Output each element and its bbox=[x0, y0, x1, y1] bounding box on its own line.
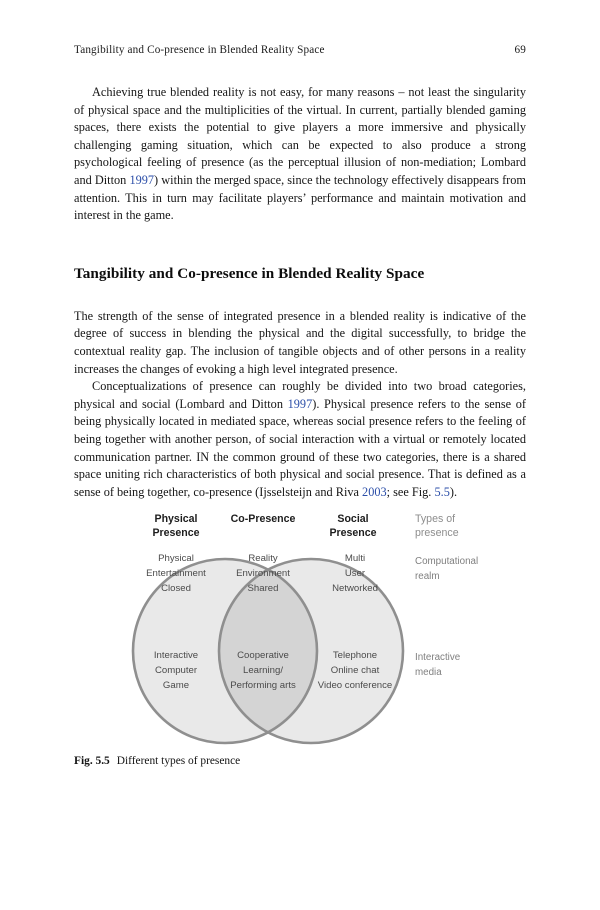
svg-text:Reality: Reality bbox=[248, 553, 278, 564]
paragraph-2: The strength of the sense of integrated presence in a blended reality is indicative of the degree of success in blending the physical and the digital successfully, to bridge the contextual reality gap. The inclusion of tangible objects and of other persons in a reality increases the changes of evoking a high level integrated presence. bbox=[74, 308, 526, 376]
citation-lombard-ditton-1997-second[interactable]: 1997 bbox=[287, 396, 313, 411]
svg-text:Computational: Computational bbox=[415, 556, 479, 567]
header-social-line1: Social bbox=[337, 513, 369, 525]
svg-text:realm: realm bbox=[415, 571, 440, 582]
svg-text:Interactive: Interactive bbox=[415, 652, 461, 663]
paragraph-3-part-a: Conceptualizations of presence can roughly be divided into two broad categories, physical and social (Lombard and Ditton bbox=[74, 379, 526, 411]
svg-text:Interactive: Interactive bbox=[153, 650, 199, 661]
section-heading: Tangibility and Co-presence in Blended Reality Space bbox=[74, 264, 425, 282]
svg-text:Closed: Closed bbox=[161, 583, 191, 594]
paragraph-3-part-c: ; see Fig. bbox=[386, 484, 435, 499]
page-content bbox=[74, 84, 526, 501]
figure-5-5 bbox=[74, 506, 526, 786]
header-physical-line2: Presence bbox=[152, 527, 200, 539]
paragraph-3-part-d: ). bbox=[449, 484, 458, 499]
spacer-after-heading bbox=[74, 283, 526, 308]
side-label-interactive-media bbox=[415, 652, 461, 678]
svg-text:Learning/: Learning/ bbox=[242, 665, 284, 676]
paragraph-1 bbox=[74, 84, 526, 225]
running-head-title: Tangibility and Co-presence in Blended Reality Space bbox=[74, 44, 325, 56]
paragraph-1-part-a: Achieving true blended reality is not easy, for many reasons – not least the singularity of physical space and the multiplicities of the virtual. In current, partially blended gaming spaces, there exists the potential to give players a more immersive and physically challenging gaming situation, which can be expected to also produce a strong psychological feeling of presence (as the perceptual illusion of non-mediation; Lombard and Ditton bbox=[74, 85, 526, 187]
svg-text:Game: Game bbox=[162, 680, 190, 691]
header-co-presence: Co-Presence bbox=[230, 513, 296, 525]
svg-text:Multi: Multi bbox=[344, 553, 366, 564]
header-physical-line1: Physical bbox=[154, 513, 198, 525]
paragraph-3-part-b: ). Physical presence refers to the sense of being physically located in mediated space, whereas social presence refers to the feeling of being together with another person, of social interaction with a virtual or remotely located communication partner. IN the common ground of these two categories, there is a shared space uniting rich characteristics of both physical and social presence. That is defined as a sense of being together, co-presence (Ijsselsteijn and Riva bbox=[74, 396, 527, 499]
side-label-computational-realm bbox=[415, 556, 478, 582]
figure-cross-reference[interactable]: 5.5 bbox=[434, 484, 450, 499]
svg-text:Physical: Physical bbox=[158, 553, 194, 564]
figure-caption-text: Different types of presence bbox=[116, 755, 241, 767]
svg-text:Shared: Shared bbox=[247, 583, 279, 594]
svg-text:Performing arts: Performing arts bbox=[230, 680, 296, 691]
svg-text:Entertainment: Entertainment bbox=[146, 568, 206, 579]
header-social-line2: Presence bbox=[329, 527, 377, 539]
citation-ijsselsteijn-riva-2003[interactable]: 2003 bbox=[362, 484, 387, 499]
figure-caption bbox=[74, 755, 240, 767]
svg-text:Networked: Networked bbox=[332, 583, 378, 594]
paragraph-3 bbox=[74, 378, 526, 501]
page-number: 69 bbox=[514, 44, 526, 56]
paragraph-1-part-b: ) within the merged space, since the technology effectively disappears from attention. This in turn may facilitate players’ performance and maintain motivation and interest in the game. bbox=[74, 172, 526, 223]
svg-text:media: media bbox=[415, 667, 442, 678]
header-legend-line1: Types of bbox=[415, 513, 456, 525]
spacer-before-heading bbox=[74, 225, 526, 265]
header-legend-line2: presence bbox=[415, 527, 459, 539]
svg-text:Cooperative: Cooperative bbox=[237, 650, 289, 661]
citation-lombard-ditton-1997[interactable]: 1997 bbox=[129, 172, 155, 187]
figure-caption-number: Fig. 5.5 bbox=[74, 755, 110, 767]
svg-text:Online chat: Online chat bbox=[330, 665, 380, 676]
venn-diagram bbox=[74, 506, 526, 751]
svg-text:Video conference: Video conference bbox=[317, 680, 393, 691]
svg-text:Telephone: Telephone bbox=[332, 650, 378, 661]
svg-text:Computer: Computer bbox=[154, 665, 198, 676]
svg-text:Environment: Environment bbox=[236, 568, 290, 579]
svg-text:User: User bbox=[344, 568, 366, 579]
running-head bbox=[74, 44, 526, 56]
